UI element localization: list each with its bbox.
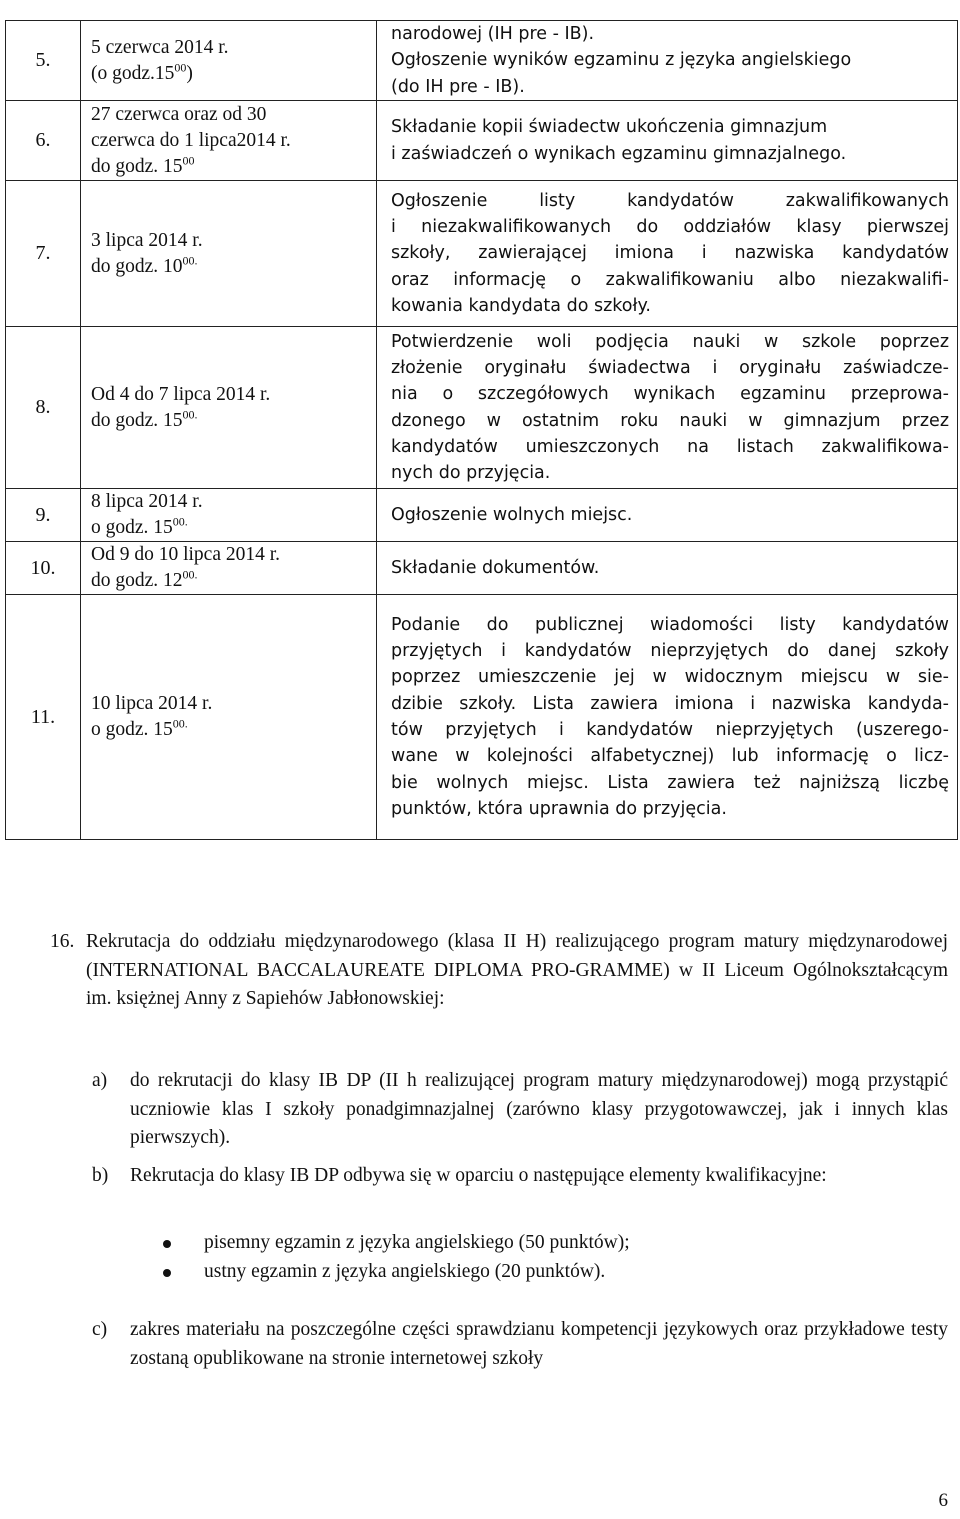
- bullet-icon: [163, 1269, 171, 1277]
- row-number: 10.: [6, 542, 81, 595]
- row-description: [377, 21, 958, 101]
- schedule-table: [5, 20, 958, 840]
- description-line: nych do przyjęcia.: [391, 463, 551, 484]
- row-date: [81, 181, 377, 327]
- date-line: do godz. $12^{00.}$: [91, 567, 198, 591]
- row-number: 8.: [6, 327, 81, 489]
- date-line: 27 czerwca oraz od 30: [91, 103, 267, 125]
- schedule-row: [6, 181, 958, 327]
- item-a-label: a): [92, 1070, 108, 1091]
- row-date: [81, 21, 377, 101]
- description-line: wane w kolejności alfabetycznej) lub informację o licz-: [391, 746, 949, 767]
- date-line: o godz. $15^{00.}$: [91, 716, 188, 740]
- schedule-row: [6, 542, 958, 595]
- row-number: 7.: [6, 181, 81, 327]
- description-line: i zaświadczeń o wynikach egzaminu gimnazjalnego.: [391, 143, 847, 164]
- row-date: [81, 327, 377, 489]
- description-line: bie wolnych miejsc. Lista zawiera też najniższą liczbę: [391, 772, 949, 793]
- date-line: czerwca do 1 lipca2014 r.: [91, 129, 291, 151]
- date-line: (o $godz.15^{00}$): [91, 60, 193, 84]
- date-line: do godz. $15^{00.}$: [91, 407, 198, 431]
- description-line: Ogłoszenie wyników egzaminu z języka angielskiego: [391, 50, 852, 71]
- description-line: tów przyjętych i kandydatów nieprzyjętych (uszerego-: [391, 720, 949, 740]
- section-number: 16.: [50, 931, 75, 952]
- row-description: [377, 542, 958, 595]
- description-line: nia o szczegółowych wynikach egzaminu przeprowa-: [391, 384, 949, 405]
- description-line: Ogłoszenie wolnych miejsc.: [391, 504, 633, 525]
- description-line: punktów, która uprawnia do przyjęcia.: [391, 798, 727, 819]
- date-line: do godz. $15^{00}$: [91, 153, 195, 177]
- row-description: [377, 101, 958, 181]
- time-minutes: 00: [174, 60, 187, 74]
- description-line: dzonego w ostatnim roku nauki w gimnazjum przez: [391, 410, 949, 431]
- row-date: [81, 542, 377, 595]
- description-line: (do IH pre - IB).: [391, 76, 525, 97]
- row-number: 9.: [6, 489, 81, 542]
- page-number: 6: [938, 1490, 948, 1511]
- item-b-label: b): [92, 1165, 109, 1186]
- description-line: kowania kandydata do szkoły.: [391, 295, 651, 316]
- row-number: 6.: [6, 101, 81, 181]
- schedule-row: [6, 101, 958, 181]
- bullet-icon: [163, 1240, 171, 1248]
- row-date: [81, 101, 377, 181]
- date-line: 10 lipca 2014 r.: [91, 693, 213, 714]
- row-description: [377, 327, 958, 489]
- row-description: [377, 181, 958, 327]
- row-description: [377, 489, 958, 542]
- row-date: [81, 489, 377, 542]
- date-line: Od 4 do 7 lipca 2014 r.: [91, 383, 271, 405]
- description-line: oraz informację o zakwalifikowaniu albo niezakwalifi-: [391, 269, 949, 290]
- row-number: 11.: [6, 595, 81, 840]
- date-line: do godz. $10^{00.}$: [91, 253, 198, 277]
- description-line: i niezakwalifikowanych do oddziałów klasy pierwszej: [391, 217, 949, 238]
- description-line: szkoły, zawierającej imiona i nazwiska kandydatów: [391, 243, 949, 264]
- description-line: złożenie oryginału świadectwa i oryginału zaświadcze-: [391, 357, 949, 378]
- time-minutes: 00.: [182, 567, 198, 582]
- time-minutes: 00: [182, 153, 195, 167]
- description-line: dzibie szkoły. Lista zawiera imiona i nazwiska kandyda-: [391, 693, 949, 714]
- row-number: 5.: [6, 21, 81, 101]
- schedule-row: [6, 21, 958, 101]
- description-line: Ogłoszenie listy kandydatów zakwalifikowanych: [391, 190, 949, 211]
- description-line: Podanie do publicznej wiadomości listy kandydatów: [391, 614, 949, 635]
- item-c-label: c): [92, 1319, 108, 1340]
- description-line: poprzez umieszczenie jej w widocznym miejscu w sie-: [391, 667, 949, 688]
- date-line: Od 9 do 10 lipca 2014 r.: [91, 544, 281, 565]
- description-line: Składanie dokumentów.: [391, 557, 600, 578]
- date-line: 3 lipca 2014 r.: [91, 229, 203, 251]
- description-line: narodowej (IH pre - IB).: [391, 24, 595, 44]
- section-text: Rekrutacja do oddziału międzynarodowego (klasa II H) realizującego program matury międzynarodowej (INTERNATIONAL BACCALAUREATE DIPLOMA PRO-GRAMME) w II Liceum Ogólnokształcącym im. księżnej Anny z Sapiehów Jabłonowskiej:: [86, 931, 948, 1009]
- description-line: kandydatów umieszczonych na listach zakwalifikowa-: [391, 436, 949, 457]
- schedule-row: [6, 327, 958, 489]
- description-line: Składanie kopii świadectw ukończenia gimnazjum: [391, 117, 828, 138]
- row-description: [377, 595, 958, 840]
- item-c-text: zakres materiału na poszczególne części sprawdzianu kompetencji językowych oraz przykładowe testy zostaną opublikowane na stronie internetowej szkoły: [130, 1319, 948, 1369]
- item-b-text: Rekrutacja do klasy IB DP odbywa się w oparciu o następujące elementy kwalifikacyjne:: [130, 1165, 827, 1186]
- date-line: 8 lipca 2014 r.: [91, 491, 203, 512]
- schedule-row: [6, 489, 958, 542]
- time-minutes: 00.: [182, 253, 198, 267]
- time-minutes: 00.: [182, 407, 198, 421]
- date-line: o godz. $15^{00.}$: [91, 514, 188, 538]
- bullet-item: ustny egzamin z języka angielskiego (20 punktów).: [204, 1261, 606, 1282]
- schedule-row: [6, 595, 958, 840]
- time-minutes: 00.: [172, 716, 188, 731]
- time-minutes: 00.: [172, 514, 188, 529]
- description-line: Potwierdzenie woli podjęcia nauki w szkole poprzez: [391, 331, 949, 352]
- description-line: przyjętych i kandydatów nieprzyjętych do danej szkoły: [391, 641, 949, 662]
- date-line: 5 czerwca 2014 r.: [91, 36, 229, 58]
- row-date: [81, 595, 377, 840]
- bullet-item: pisemny egzamin z języka angielskiego (50 punktów);: [204, 1232, 630, 1253]
- item-a-text: do rekrutacji do klasy IB DP (II h realizującej program matury międzynarodowej) mogą przystąpić uczniowie klas I szkoły ponadgimnazjalnej (zarówno klasy przygotowawczej, jak i innych klas pierwszych).: [130, 1070, 948, 1148]
